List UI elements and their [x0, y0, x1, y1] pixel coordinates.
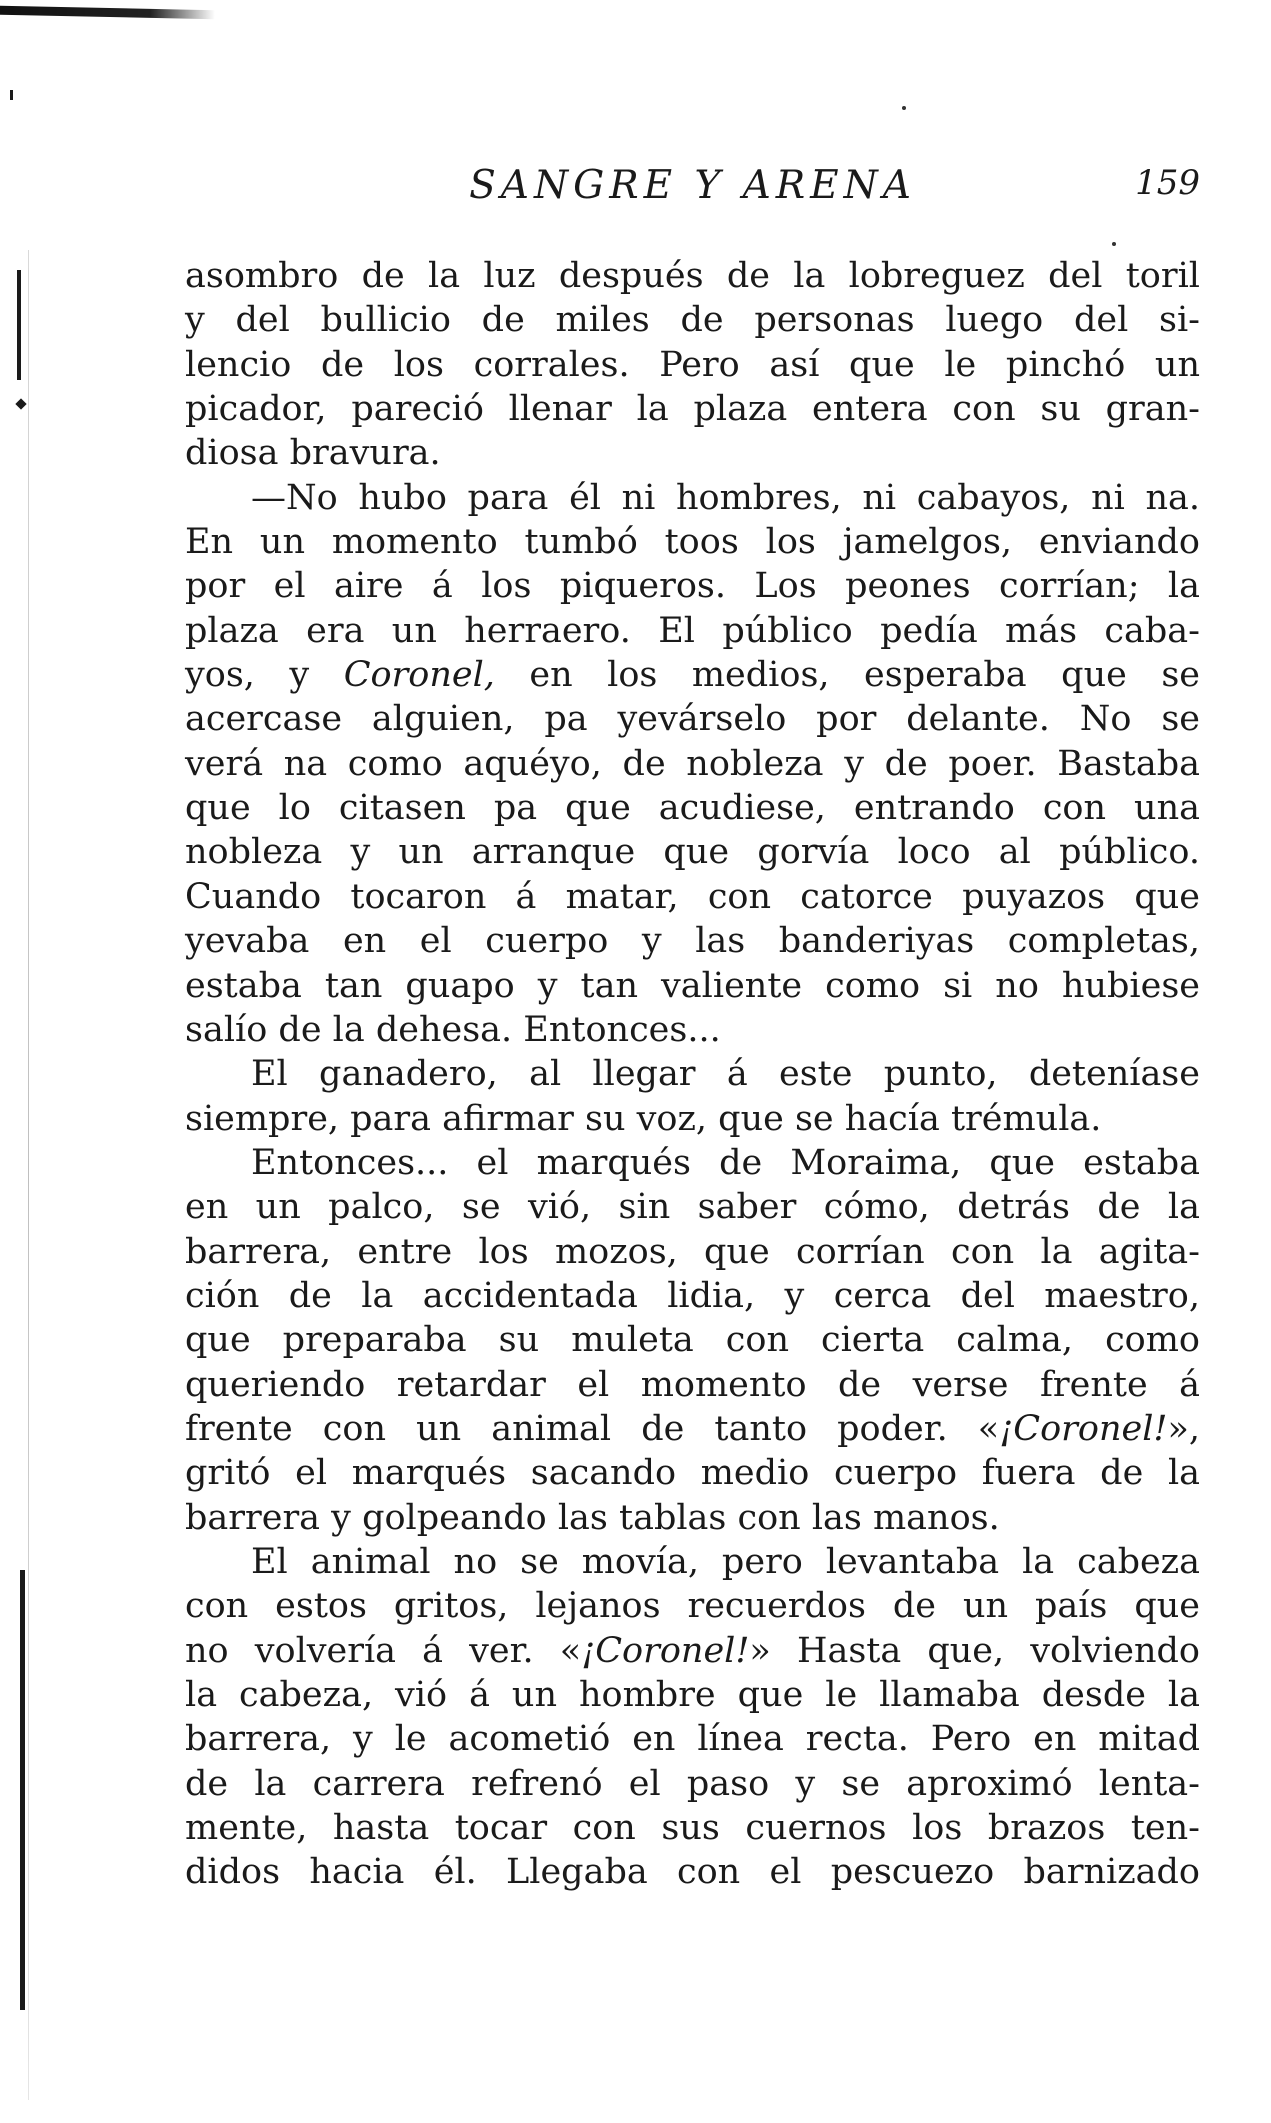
page-number: 159 [1135, 163, 1200, 203]
text-line: barrera, entre los mozos, que corrían con la agita- [185, 1231, 1200, 1272]
margin-mark [20, 1570, 25, 2010]
text-line: siempre, para afirmar su voz, que se hacía trémula. [185, 1098, 1102, 1139]
text-line: El ganadero, al llegar á este punto, deteníase [251, 1054, 1200, 1095]
text-line: que lo citasen pa que acudiese, entrando con una [185, 788, 1200, 829]
text-line: de la carrera refrenó el paso y se aproximó lenta- [185, 1763, 1200, 1804]
text-run: » Hasta que, volviendo [749, 1630, 1200, 1671]
running-head [185, 163, 1200, 213]
text-run: en los medios, esperaba que se [494, 655, 1200, 696]
text-line: En un momento tumbó toos los jamelgos, enviando [185, 522, 1200, 563]
text-run: frente con un animal de tanto poder. « [185, 1408, 1000, 1449]
text-line: estaba tan guapo y tan valiente como si no hubiese [185, 965, 1200, 1006]
text-line [185, 1407, 1200, 1451]
text-line: por el aire á los piqueros. Los peones corrían; la [185, 566, 1200, 607]
text-line: acercase alguien, pa yevárselo por delante. No se [185, 699, 1200, 740]
scan-smudge [0, 6, 215, 20]
text-line: lencio de los corrales. Pero así que le pinchó un [185, 344, 1200, 385]
text-line: plaza era un herraero. El público pedía más caba- [185, 610, 1200, 651]
italic-run: Coronel, [343, 655, 495, 696]
page-edge-shadow [28, 250, 29, 2100]
text-line: en un palco, se vió, sin saber cómo, detrás de la [185, 1187, 1200, 1228]
text-run: no volvería á ver. « [185, 1630, 582, 1671]
text-line: que preparaba su muleta con cierta calma, como [185, 1320, 1200, 1361]
text-line: con estos gritos, lejanos recuerdos de un país que [185, 1586, 1200, 1627]
text-line: salío de la dehesa. Entonces... [185, 1009, 721, 1050]
text-line: Cuando tocaron á matar, con catorce puyazos que [185, 876, 1200, 917]
text-line [185, 653, 1200, 697]
text-run: », [1167, 1408, 1200, 1449]
text-line: barrera y golpeando las tablas con las manos. [185, 1497, 1000, 1538]
text-line: asombro de la luz después de la lobreguez del toril [185, 256, 1200, 296]
italic-run: ¡Coronel! [999, 1408, 1168, 1449]
text-line: gritó el marqués sacando medio cuerpo fuera de la [185, 1453, 1200, 1494]
margin-mark [17, 270, 21, 380]
margin-mark [10, 90, 13, 100]
body-text [185, 254, 1200, 1895]
running-title: SANGRE Y ARENA [469, 163, 916, 208]
text-line: El animal no se movía, pero levantaba la cabeza [251, 1541, 1200, 1582]
italic-run: ¡Coronel! [581, 1630, 750, 1671]
text-line: Entonces... el marqués de Moraima, que estaba [251, 1142, 1200, 1183]
text-line [185, 1629, 1200, 1673]
text-line: yevaba en el cuerpo y las banderiyas completas, [185, 921, 1200, 962]
text-line: mente, hasta tocar con sus cuernos los brazos ten- [185, 1808, 1200, 1849]
text-line: verá na como aquéyo, de nobleza y de poer. Bastaba [185, 743, 1200, 784]
text-line: y del bullicio de miles de personas luego del si- [185, 300, 1200, 341]
margin-mark [15, 398, 26, 409]
ink-speck [902, 106, 906, 110]
text-line: —No hubo para él ni hombres, ni cabayos, ni na. [251, 477, 1200, 518]
text-line: barrera, y le acometió en línea recta. Pero en mitad [185, 1719, 1200, 1760]
text-line: nobleza y un arranque que gorvía loco al público. [185, 832, 1200, 873]
text-line: queriendo retardar el momento de verse frente á [185, 1364, 1200, 1405]
text-line: la cabeza, vió á un hombre que le llamaba desde la [185, 1675, 1200, 1715]
ink-speck [1112, 242, 1116, 246]
text-line: ción de la accidentada lidia, y cerca del maestro, [185, 1275, 1200, 1316]
text-line: picador, pareció llenar la plaza entera con su gran- [185, 389, 1200, 430]
text-line: didos hacia él. Llegaba con el pescuezo barnizado [185, 1852, 1200, 1893]
text-run: yos, y [185, 655, 344, 696]
text-line: diosa bravura. [185, 433, 441, 474]
